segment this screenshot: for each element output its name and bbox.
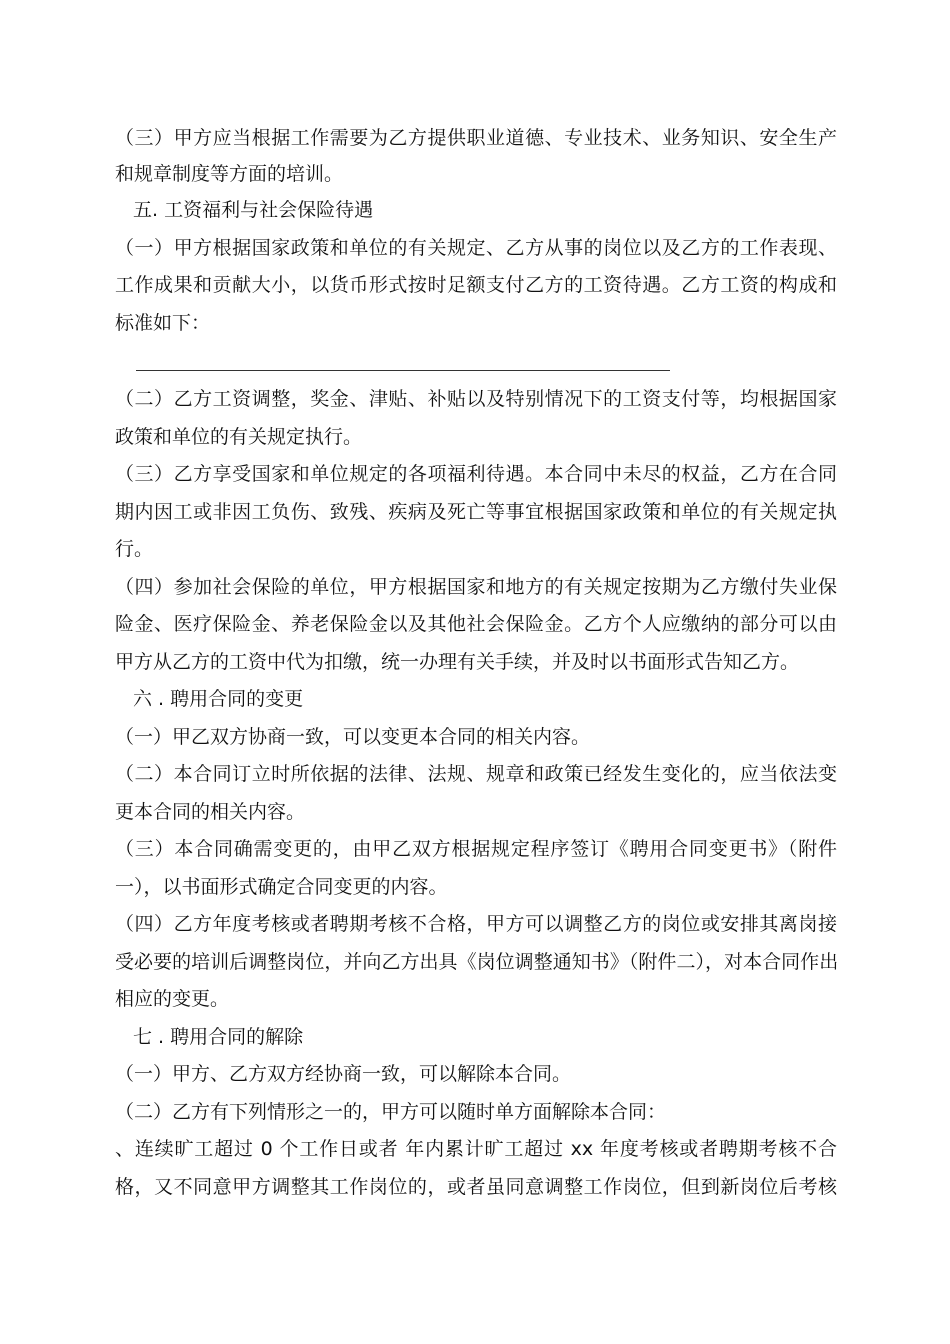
section-heading-5: 五. 工资福利与社会保险待遇 — [133, 199, 374, 221]
paragraph-line: 相应的变更。 — [115, 988, 230, 1010]
paragraph-line: 和规章制度等方面的培训。 — [115, 163, 344, 185]
paragraph-line: （四）参加社会保险的单位，甲方根据国家和地方的有关规定按期为乙方缴付失业保 — [115, 576, 837, 598]
paragraph-line: （三）本合同确需变更的，由甲乙双方根据规定程序签订《聘用合同变更书》（附件 — [115, 838, 837, 860]
paragraph-line: （三）乙方享受国家和单位规定的各项福利待遇。本合同中未尽的权益，乙方在合同 — [115, 463, 837, 485]
paragraph-line: （二）本合同订立时所依据的法律、法规、规章和政策已经发生变化的，应当依法变 — [115, 763, 837, 785]
paragraph-line: 格，又不同意甲方调整其工作岗位的，或者虽同意调整工作岗位，但到新岗位后考核 — [115, 1176, 837, 1198]
paragraph-line: 标准如下： — [115, 312, 211, 334]
paragraph-line: （一）甲乙双方协商一致，可以变更本合同的相关内容。 — [115, 726, 591, 748]
paragraph-line: 险金、医疗保险金、养老保险金以及其他社会保险金。乙方个人应缴纳的部分可以由 — [115, 613, 837, 635]
section-heading-6: 六 . 聘用合同的变更 — [133, 688, 304, 710]
paragraph-line: （一）甲方、乙方双方经协商一致，可以解除本合同。 — [115, 1063, 572, 1085]
paragraph-line: 工作成果和贡献大小，以货币形式按时足额支付乙方的工资待遇。乙方工资的构成和 — [115, 274, 837, 296]
paragraph-line: 行。 — [115, 538, 154, 560]
section-heading-7: 七 . 聘用合同的解除 — [133, 1026, 304, 1048]
paragraph-line: 政策和单位的有关规定执行。 — [115, 426, 363, 448]
paragraph-line: （一）甲方根据国家政策和单位的有关规定、乙方从事的岗位以及乙方的工作表现、 — [115, 237, 837, 259]
paragraph-line: 一），以书面形式确定合同变更的内容。 — [115, 876, 448, 898]
paragraph-line: 受必要的培训后调整岗位，并向乙方出具《岗位调整通知书》（附件二），对本合同作出 — [115, 951, 837, 973]
paragraph-line: （二）乙方有下列情形之一的，甲方可以随时单方面解除本合同： — [115, 1101, 667, 1123]
paragraph-line: 期内因工或非因工负伤、致残、疾病及死亡等事宜根据国家政策和单位的有关规定执 — [115, 501, 837, 523]
paragraph-line: （四）乙方年度考核或者聘期考核不合格，甲方可以调整乙方的岗位或安排其离岗接 — [115, 913, 837, 935]
paragraph-line: 甲方从乙方的工资中代为扣缴，统一办理有关手续，并及时以书面形式告知乙方。 — [115, 651, 800, 673]
paragraph-line: （三）甲方应当根据工作需要为乙方提供职业道德、专业技术、业务知识、安全生产 — [115, 127, 837, 149]
fill-in-blank-line — [136, 370, 670, 371]
paragraph-line: （二）乙方工资调整，奖金、津贴、补贴以及特别情况下的工资支付等，均根据国家 — [115, 388, 837, 410]
paragraph-line: 更本合同的相关内容。 — [115, 801, 306, 823]
paragraph-line: 、连续旷工超过 0 个工作日或者 年内累计旷工超过 xx 年度考核或者聘期考核不合 — [115, 1138, 837, 1160]
